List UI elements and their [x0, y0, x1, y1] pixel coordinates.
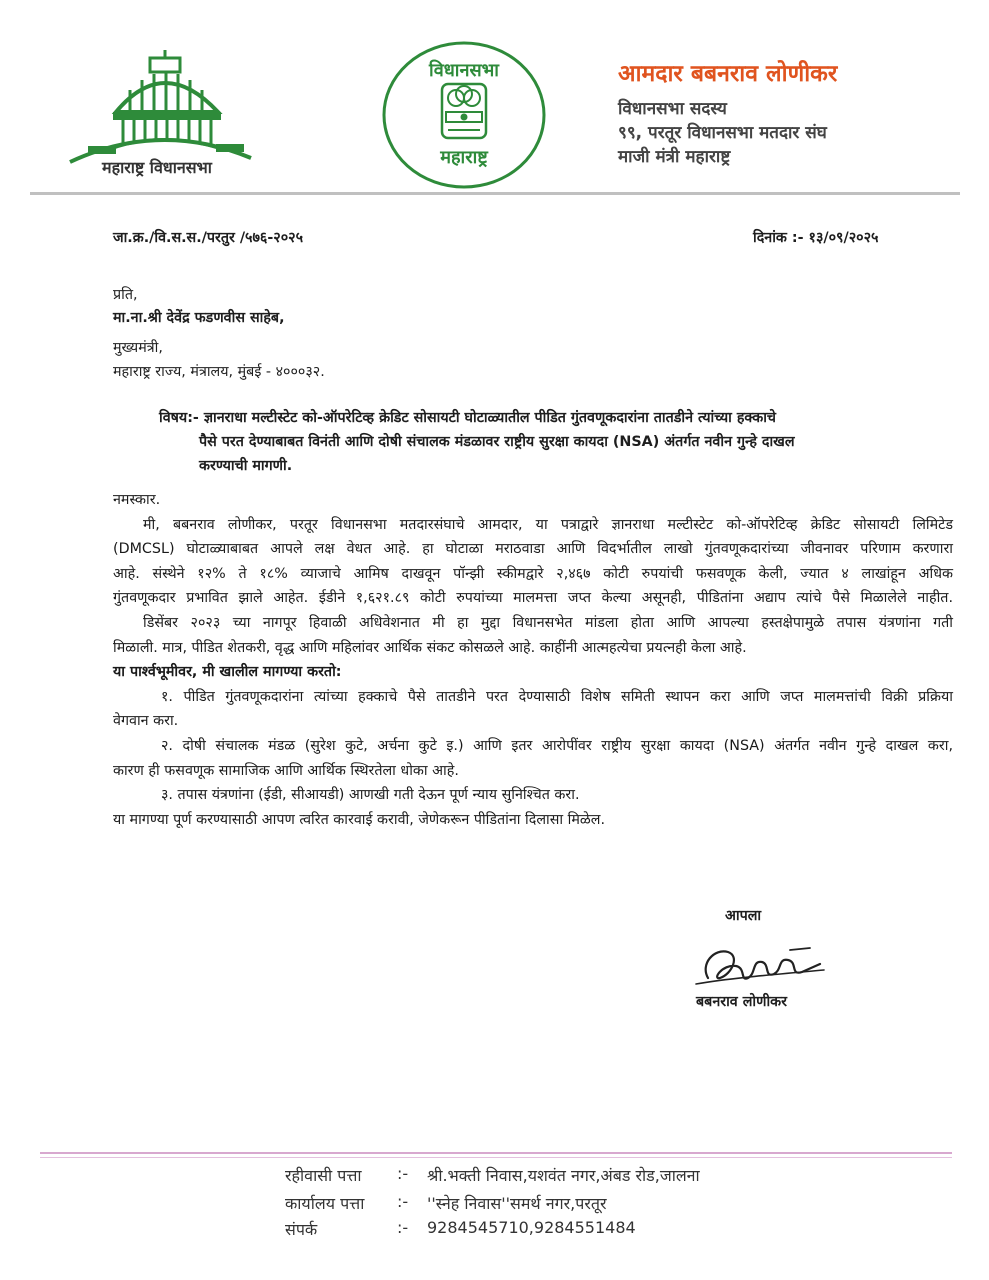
- body-line: डिसेंबर २०२३ च्या नागपूर हिवाळी अधिवेशनात मी हा मुद्दा विधानसभेत मांडला होता आणि आपल्या हस्तक्षेपामुळे तपास यंत्रणांना गती: [143, 614, 953, 631]
- body-line: गुंतवणूकदार प्रभावित झाले आहेत. ईडीने १,६२१.८९ कोटी रुपयांच्या मालमत्ता जप्त केल्या असूनही, पीडितांना अद्याप त्यांचे पैसे मिळालेले नाहीत.: [113, 590, 953, 607]
- footer-divider: [40, 1157, 952, 1158]
- footer-office-address: ''स्नेह निवास''समर्थ नगर,परतूर: [427, 1194, 607, 1213]
- body-line: (DMCSL) घोटाळ्याबाबत आपले लक्ष वेधत आहे. हा घोटाळा मराठवाडा आणि विदर्भातील लाखो गुंतवणूकदारांच्या जीवनावर परिणाम करणारा: [113, 541, 953, 558]
- footer-contact-numbers: 9284545710,9284551484: [427, 1218, 636, 1237]
- footer-residence-address: श्री.भक्ती निवास,यशवंत नगर,अंबड रोड,जालना: [427, 1166, 700, 1185]
- header-divider: [30, 192, 960, 195]
- member-former-minister-line: माजी मंत्री महाराष्ट्र: [618, 147, 731, 167]
- greeting: नमस्कार.: [113, 492, 161, 508]
- member-title-line: विधानसभा सदस्य: [618, 99, 727, 119]
- letter-body: [113, 488, 953, 832]
- addressee-designation: मुख्यमंत्री,: [113, 340, 163, 356]
- member-name-heading: आमदार बबनराव लोणीकर: [618, 61, 838, 87]
- demand-line: ३. तपास यंत्रणांना (ईडी, सीआयडी) आणखी गती देऊन पूर्ण न्याय सुनिश्चित करा.: [161, 787, 580, 804]
- subject-block: [159, 406, 949, 478]
- body-line: मिळाली. मात्र, पीडित शेतकरी, वृद्ध आणि महिलांवर आर्थिक संकट कोसळले आहे. काहींनी आत्महत्येचा प्रयत्नही केला आहे.: [113, 639, 747, 656]
- demand-line: कारण ही फसवणूक सामाजिक आणि आर्थिक स्थिरतेला धोका आहे.: [113, 762, 459, 779]
- demand-line: वेगवान करा.: [113, 713, 179, 730]
- handwritten-signature: [690, 934, 830, 994]
- footer-separator: :-: [397, 1164, 409, 1183]
- subject-line: करण्याची मागणी.: [199, 458, 293, 474]
- demands-intro: या पार्श्वभूमीवर, मी खालील मागण्या करतो:: [113, 664, 342, 681]
- emblem-bottom-text: महाराष्ट्र: [440, 147, 488, 168]
- closing-request: या मागण्या पूर्ण करण्यासाठी आपण त्वरित कारवाई करावी, जेणेकरून पीडितांना दिलासा मिळेल.: [113, 811, 605, 828]
- body-line: आहे. संस्थेने १२% ते १८% व्याजाचे आमिष दाखवून पॉन्झी स्कीमद्वारे २,४६७ कोटी रुपयांची फसवणूक केली, ज्यात ४ लाखांहून अधिक: [113, 565, 953, 582]
- footer-separator: :-: [397, 1192, 409, 1211]
- footer-contact-label: संपर्क: [285, 1220, 318, 1239]
- footer-divider: [40, 1152, 952, 1154]
- footer-residence-label: रहीवासी पत्ता: [285, 1166, 362, 1185]
- closing-phrase: आपला: [725, 908, 762, 924]
- assembly-label: महाराष्ट्र विधानसभा: [102, 158, 212, 177]
- addressee-address: महाराष्ट्र राज्य, मंत्रालय, मुंबई - ४०००३२.: [113, 364, 325, 380]
- reference-number: जा.क्र./वि.स.स./परतुर /५७६-२०२५: [113, 230, 304, 246]
- signatory-name: बबनराव लोणीकर: [696, 994, 788, 1010]
- body-line: मी, बबनराव लोणीकर, परतूर विधानसभा मतदारसंघाचे आमदार, या पत्राद्वारे ज्ञानराधा मल्टीस्टेट को-ऑपरेटिव्ह क्रेडिट सोसायटी लिमिटेड: [143, 516, 953, 533]
- emblem-top-text: विधानसभा: [429, 60, 499, 81]
- demand-line: १. पीडित गुंतवणूकदारांना त्यांच्या हक्काचे पैसे तातडीने परत देण्यासाठी विशेष समिती स्थापन करा आणि जप्त मालमत्तांची विक्री प्रक्रिया: [161, 688, 953, 705]
- subject-line: पैसे परत देण्याबाबत विनंती आणि दोषी संचालक मंडळावर राष्ट्रीय सुरक्षा कायदा (NSA) अंतर्गत नवीन गुन्हे दाखल: [199, 434, 795, 450]
- letter-date: दिनांक :- १३/०९/२०२५: [753, 230, 879, 246]
- addressee-name: मा.ना.श्री देवेंद्र फडणवीस साहेब,: [113, 310, 285, 326]
- member-constituency-line: ९९, परतूर विधानसभा मतदार संघ: [618, 123, 827, 143]
- footer-separator: :-: [397, 1218, 409, 1237]
- demand-line: २. दोषी संचालक मंडळ (सुरेश कुटे, अर्चना कुटे इ.) आणि इतर आरोपींवर राष्ट्रीय सुरक्षा कायदा (NSA) अंतर्गत नवीन गुन्हे दाखल करा,: [161, 737, 953, 754]
- to-label: प्रति,: [113, 287, 138, 303]
- footer-office-label: कार्यालय पत्ता: [285, 1194, 365, 1213]
- subject-line: विषय:- ज्ञानराधा मल्टीस्टेट को-ऑपरेटिव्ह क्रेडिट सोसायटी घोटाळ्यातील पीडित गुंतवणूकदारांना तातडीने त्यांच्या हक्काचे: [159, 410, 776, 426]
